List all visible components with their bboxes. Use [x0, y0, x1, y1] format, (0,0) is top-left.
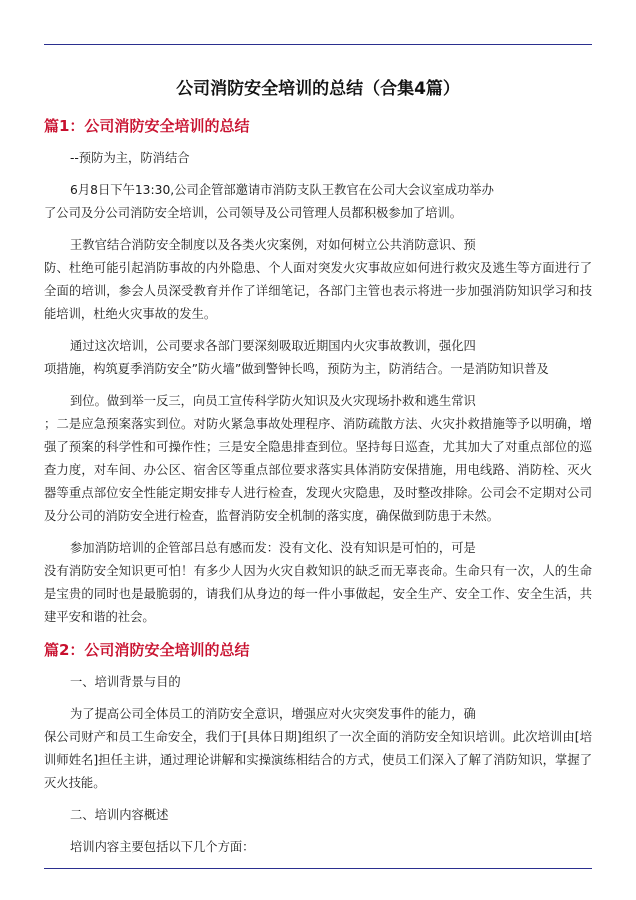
section-1-motto: --预防为主，防消结合 [70, 151, 190, 165]
paragraph-body: 了公司及分公司消防安全培训，公司领导及公司管理人员都积极参加了培训。 [44, 206, 463, 220]
paragraph-first-line: 参加消防培训的企管部吕总有感而发：没有文化、没有知识是可怕的，可是 [70, 541, 476, 555]
section-2-paragraph-1 [44, 703, 592, 795]
header-rule [44, 44, 592, 45]
paragraph-first-line: 通过这次培训，公司要求各部门要深刻吸取近期国内火灾事故教训，强化四 [70, 339, 476, 353]
paragraph-first-line: 6月8日下午13:30,公司企管部邀请市消防支队王教官在公司大会议室成功举办 [70, 183, 494, 197]
section-1-paragraph-1 [44, 179, 592, 225]
paragraph-second-line: 项措施，构筑夏季消防安全”防火墙”做到警钟长鸣，预防为主，防消结合。一是消防知识普及 [44, 362, 549, 376]
section-1-paragraph-5 [44, 537, 592, 629]
section-1-paragraph-3 [44, 335, 592, 381]
section-2-subheading-2: 二、培训内容概述 [70, 808, 169, 822]
section-2-subheading-1: 一、培训背景与目的 [70, 675, 181, 689]
paragraph-first-line: 王教官结合消防安全制度以及各类火灾案例，对如何树立公共消防意识、预 [70, 238, 476, 252]
section-1-heading: 篇1：公司消防安全培训的总结 [44, 117, 250, 135]
footer-rule [44, 868, 592, 869]
section-1-paragraph-2 [44, 234, 592, 326]
section-1-paragraph-4 [44, 390, 592, 528]
paragraph-body: 防、杜绝可能引起消防事故的内外隐患、个人面对突发火灾事故应如何进行救灾及逃生等方面进行了全面的培训，参会人员深受教育并作了详细笔记，各部门主管也表示将进一步加强消防知识学习和技能培训，杜绝火灾事故的发生。 [44, 261, 592, 321]
document-title: 公司消防安全培训的总结（合集4篇） [176, 79, 460, 99]
paragraph-first-line: 为了提高公司全体员工的消防安全意识，增强应对火灾突发事件的能力，确 [70, 707, 476, 721]
paragraph-first-line: 到位。做到举一反三，向员工宣传科学防火知识及火灾现场扑救和逃生常识 [70, 394, 476, 408]
paragraph-body: 没有消防安全知识更可怕！有多少人因为火灾自救知识的缺乏而无辜丧命。生命只有一次，人的生命是宝贵的同时也是最脆弱的，请我们从身边的每一件小事做起，安全生产、安全工作、安全生活，共建平安和谐的社会。 [44, 564, 592, 624]
section-2-heading: 篇2：公司消防安全培训的总结 [44, 641, 250, 659]
document-body [44, 76, 592, 868]
paragraph-body: ；二是应急预案落实到位。对防火紧急事故处理程序、消防疏散方法、火灾扑救措施等予以明确，增强了预案的科学性和可操作性；三是安全隐患排查到位。坚持每日巡查，尤其加大了对重点部位的巡查力度，对车间、办公区、宿舍区等重点部位要求落实具体消防安保措施，用电线路、消防栓、灭火器等重点部位安全性能定期安排专人进行检查，发现火灾隐患，及时整改排除。公司会不定期对公司及分公司的消防安全进行检查，监督消防安全机制的落实度，确保做到防患于未然。 [44, 417, 592, 523]
section-2-paragraph-2: 培训内容主要包括以下几个方面： [70, 840, 255, 854]
paragraph-body: 保公司财产和员工生命安全，我们于[具体日期]组织了一次全面的消防安全知识培训。此次培训由[培训师姓名]担任主讲，通过理论讲解和实操演练相结合的方式，使员工们深入了解了消防知识，掌握了灭火技能。 [44, 730, 592, 790]
